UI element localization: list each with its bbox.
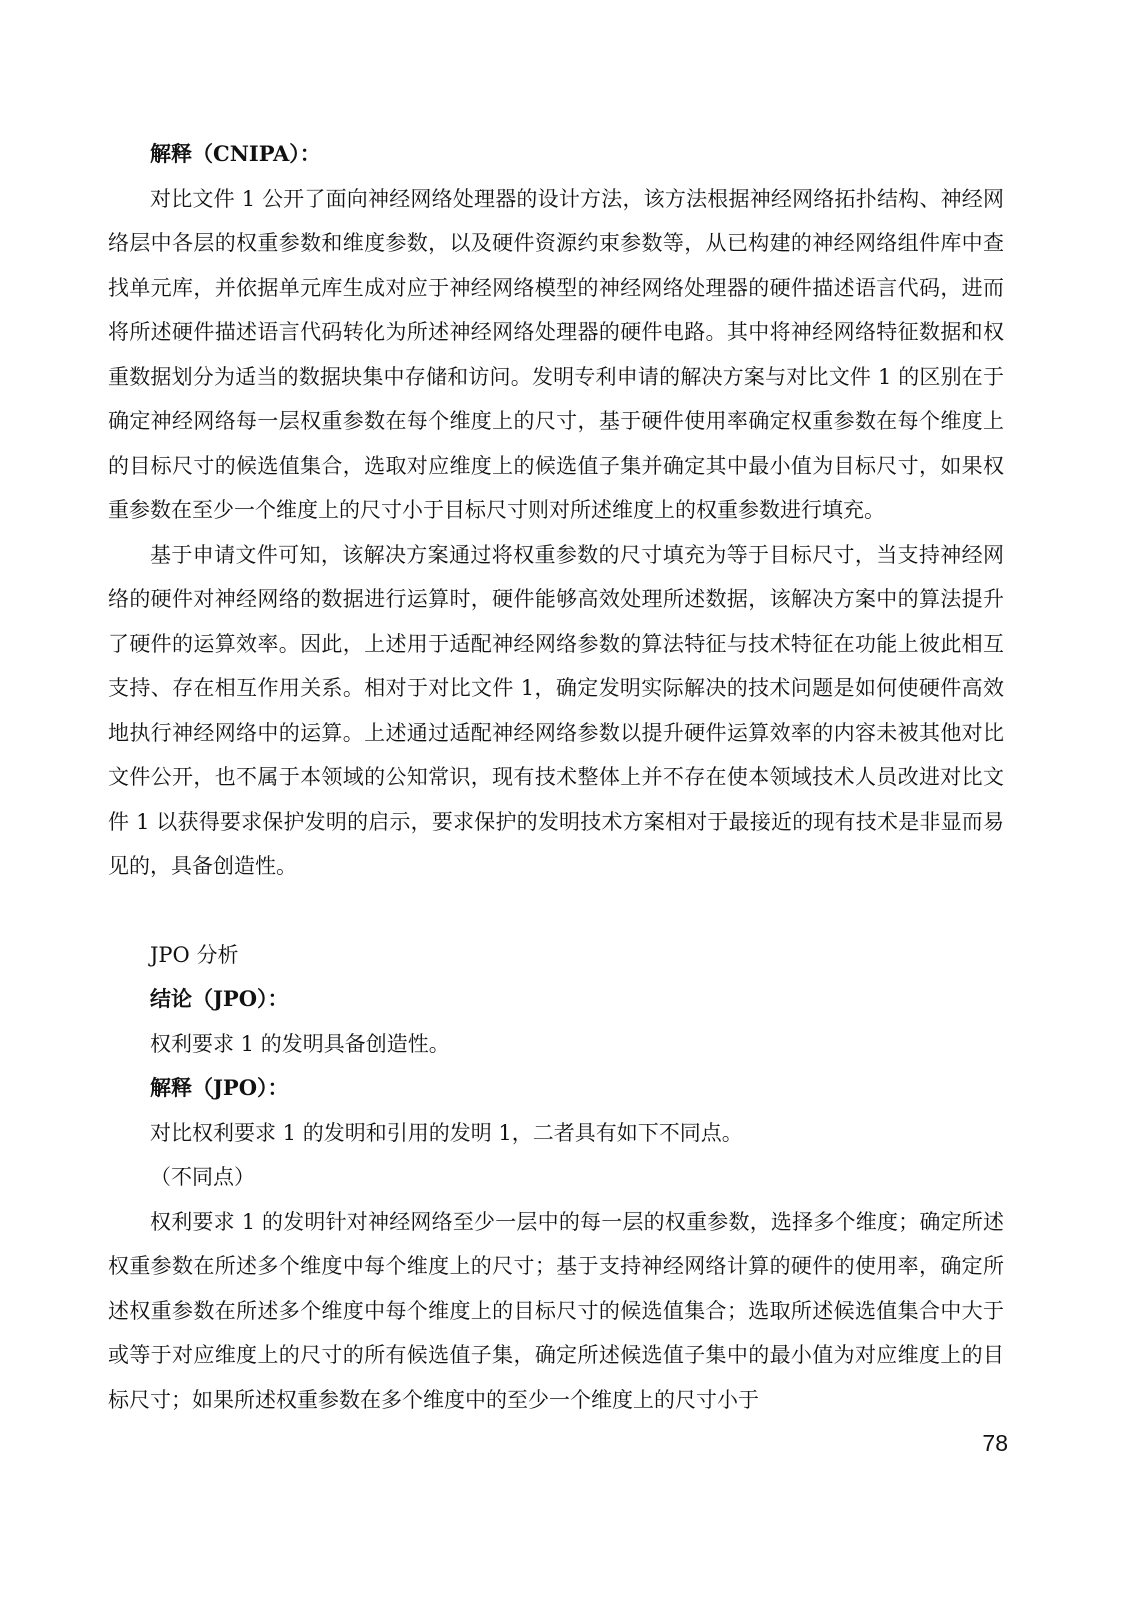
jpo-explanation-heading: 解释（JPO）： (150, 1075, 289, 1100)
cnipa-paragraph-2: 基于申请文件可知，该解决方案通过将权重参数的尺寸填充为等于目标尺寸，当支持神经网络的硬件对神经网络的数据进行运算时，硬件能够高效处理所述数据，该解决方案中的算法提升了硬件的运算效率。因此，上述用于适配神经网络参数的算法特征与技术特征在功能上彼此相互支持、存在相互作用关系。相对于对比文件 1，确定发明实际解决的技术问题是如何使硬件高效地执行神经网络中的运算。上述通过适配神经网络参数以提升硬件运算效率的内容未被其他对比文件公开，也不属于本领域的公知常识，现有技术整体上并不存在使本领域技术人员改进对比文件 1 以获得要求保护发明的启示，要求保护的发明技术方案相对于最接近的现有技术是非显而易见的，具备创造性。 (108, 542, 1004, 878)
cnipa-paragraph-1: 对比文件 1 公开了面向神经网络处理器的设计方法，该方法根据神经网络拓扑结构、神经网络层中各层的权重参数和维度参数，以及硬件资源约束参数等，从已构建的神经网络组件库中查找单元库，并依据单元库生成对应于神经网络模型的神经网络处理器的硬件描述语言代码，进而将所述硬件描述语言代码转化为所述神经网络处理器的硬件电路。其中将神经网络特征数据和权重数据划分为适当的数据块集中存储和访问。发明专利申请的解决方案与对比文件 1 的区别在于确定神经网络每一层权重参数在每个维度上的尺寸，基于硬件使用率确定权重参数在每个维度上的目标尺寸的候选值集合，选取对应维度上的候选值子集并确定其中最小值为目标尺寸，如果权重参数在至少一个维度上的尺寸小于目标尺寸则对所述维度上的权重参数进行填充。 (108, 186, 1004, 522)
jpo-explanation-intro: 对比权利要求 1 的发明和引用的发明 1，二者具有如下不同点。 (150, 1120, 743, 1145)
page-number: 78 (982, 1430, 1008, 1456)
cnipa-explanation-heading: 解释（CNIPA）： (150, 141, 321, 166)
jpo-conclusion-heading: 结论（JPO）： (150, 986, 289, 1011)
section-gap (108, 889, 1004, 933)
jpo-section-title: JPO 分析 (150, 942, 239, 967)
jpo-difference-text: 权利要求 1 的发明针对神经网络至少一层中的每一层的权重参数，选择多个维度；确定所述权重参数在所述多个维度中每个维度上的尺寸；基于支持神经网络计算的硬件的使用率，确定所述权重参数在所述多个维度中每个维度上的目标尺寸的候选值集合；选取所述候选值集合中大于或等于对应维度上的尺寸的所有候选值子集，确定所述候选值子集中的最小值为对应维度上的目标尺寸；如果所述权重参数在多个维度中的至少一个维度上的尺寸小于 (108, 1209, 1004, 1412)
jpo-conclusion-text: 权利要求 1 的发明具备创造性。 (150, 1031, 450, 1056)
jpo-difference-label: （不同点） (150, 1165, 255, 1189)
page-content (108, 132, 1004, 1422)
